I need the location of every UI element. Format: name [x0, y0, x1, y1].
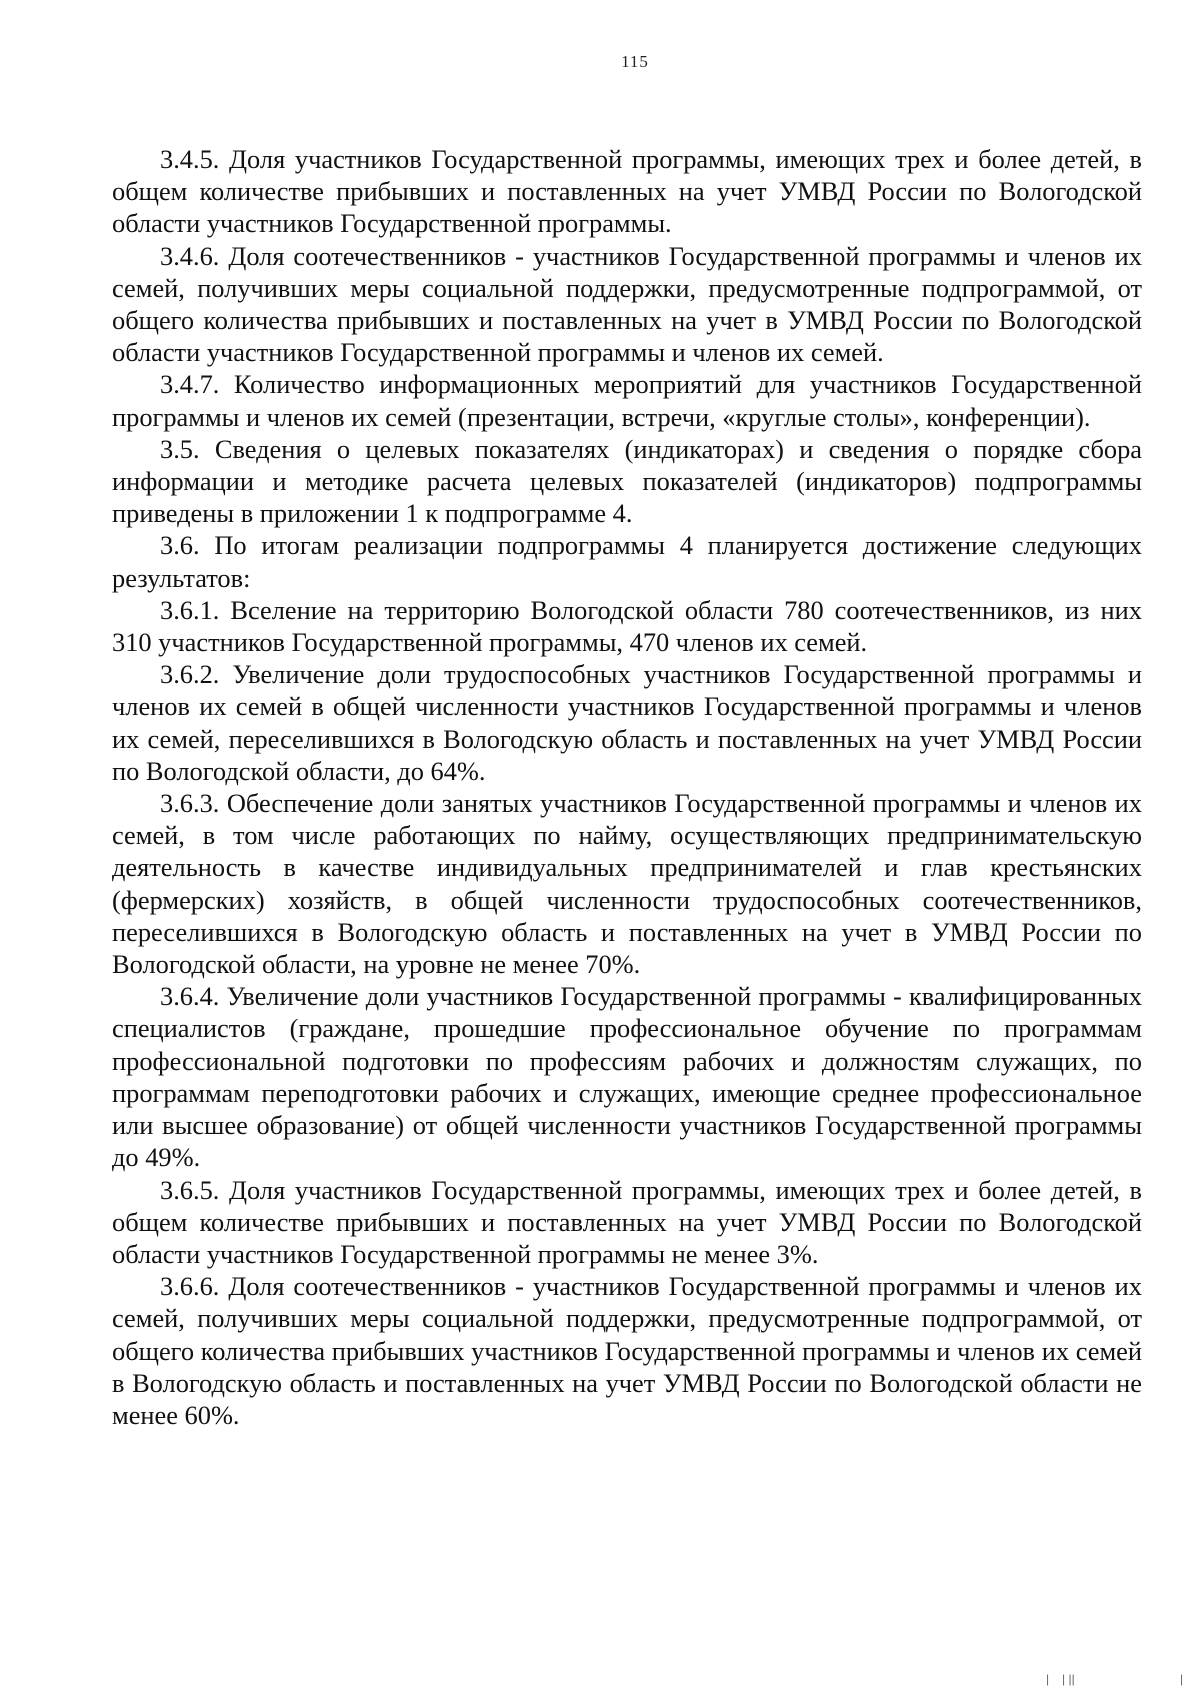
page-number: 115	[621, 52, 649, 71]
body-text	[112, 143, 1142, 1431]
paragraph-3-6-5: 3.6.5. Доля участников Государственной программы, имеющих трех и более детей, в общем количестве прибывших и поставленных на учет УМВД России по Вологодской области участников Государственной программы не менее 3%.	[112, 1174, 1142, 1269]
paragraph-3-6-2: 3.6.2. Увеличение доли трудоспособных участников Государственной программы и членов их семей в общей численности участников Государственной программы и членов их семей, переселившихся в Вологодскую область и поставленных на учет УМВД России по Вологодской области, до 64%.	[112, 659, 1142, 786]
paragraph-3-5: 3.5. Сведения о целевых показателях (индикаторах) и сведения о порядке сбора информации и методике расчета целевых показателей (индикаторов) подпрограммы приведены в приложении 1 к подпрограмме 4.	[112, 433, 1142, 529]
paragraph-3-6-3: 3.6.3. Обеспечение доли занятых участников Государственной программы и членов их семей, в том числе работающих по найму, осуществляющих предпринимательскую деятельность в качестве индивидуальных предпринимателей и глав крестьянских (фермерских) хозяйств, в общей численности трудоспособных соотечественников, переселившихся в Вологодскую область и поставленных на учет в УМВД России по Вологодской области, на уровне не менее 70%.	[112, 788, 1142, 980]
paragraph-3-4-6: 3.4.6. Доля соотечественников - участников Государственной программы и членов их семей, получивших меры социальной поддержки, предусмотренные подпрограммой, от общего количества прибывших и поставленных на учет в УМВД России по Вологодской области участников Государственной программы и членов их семей.	[112, 240, 1142, 368]
paragraph-3-6-6: 3.6.6. Доля соотечественников - участников Государственной программы и членов их семей, получивших меры социальной поддержки, предусмотренные подпрограммой, от общего количества прибывших участников Государственной программы и членов их семей в Вологодскую область и поставленных на учет УМВД России по Вологодской области не менее 60%.	[112, 1271, 1142, 1430]
scan-mark-right: |	[1180, 1672, 1184, 1686]
scan-mark-left: |	[1046, 1672, 1050, 1686]
scan-mark-middle: | ||	[1062, 1672, 1075, 1686]
paragraph-3-4-7: 3.4.7. Количество информационных мероприятий для участников Государственной программы и членов их семей (презентации, встречи, «круглые столы», конференции).	[112, 369, 1142, 432]
paragraph-3-6: 3.6. По итогам реализации подпрограммы 4 планируется достижение следующих результатов:	[112, 530, 1142, 593]
paragraph-3-6-1: 3.6.1. Вселение на территорию Вологодской области 780 соотечественников, из них 310 участников Государственной программы, 470 членов их семей.	[112, 594, 1142, 658]
paragraph-3-4-5: 3.4.5. Доля участников Государственной программы, имеющих трех и более детей, в общем количестве прибывших и поставленных на учет УМВД России по Вологодской области участников Государственной программы.	[112, 144, 1142, 239]
paragraph-3-6-4: 3.6.4. Увеличение доли участников Государственной программы - квалифицированных специалистов (граждане, прошедшие профессиональное обучение по программам профессиональной подготовки по профессиям рабочих и должностям служащих, по программам переподготовки рабочих и служащих, имеющие среднее профессиональное или высшее образование) от общей численности участников Государственной программы до 49%.	[112, 981, 1142, 1173]
